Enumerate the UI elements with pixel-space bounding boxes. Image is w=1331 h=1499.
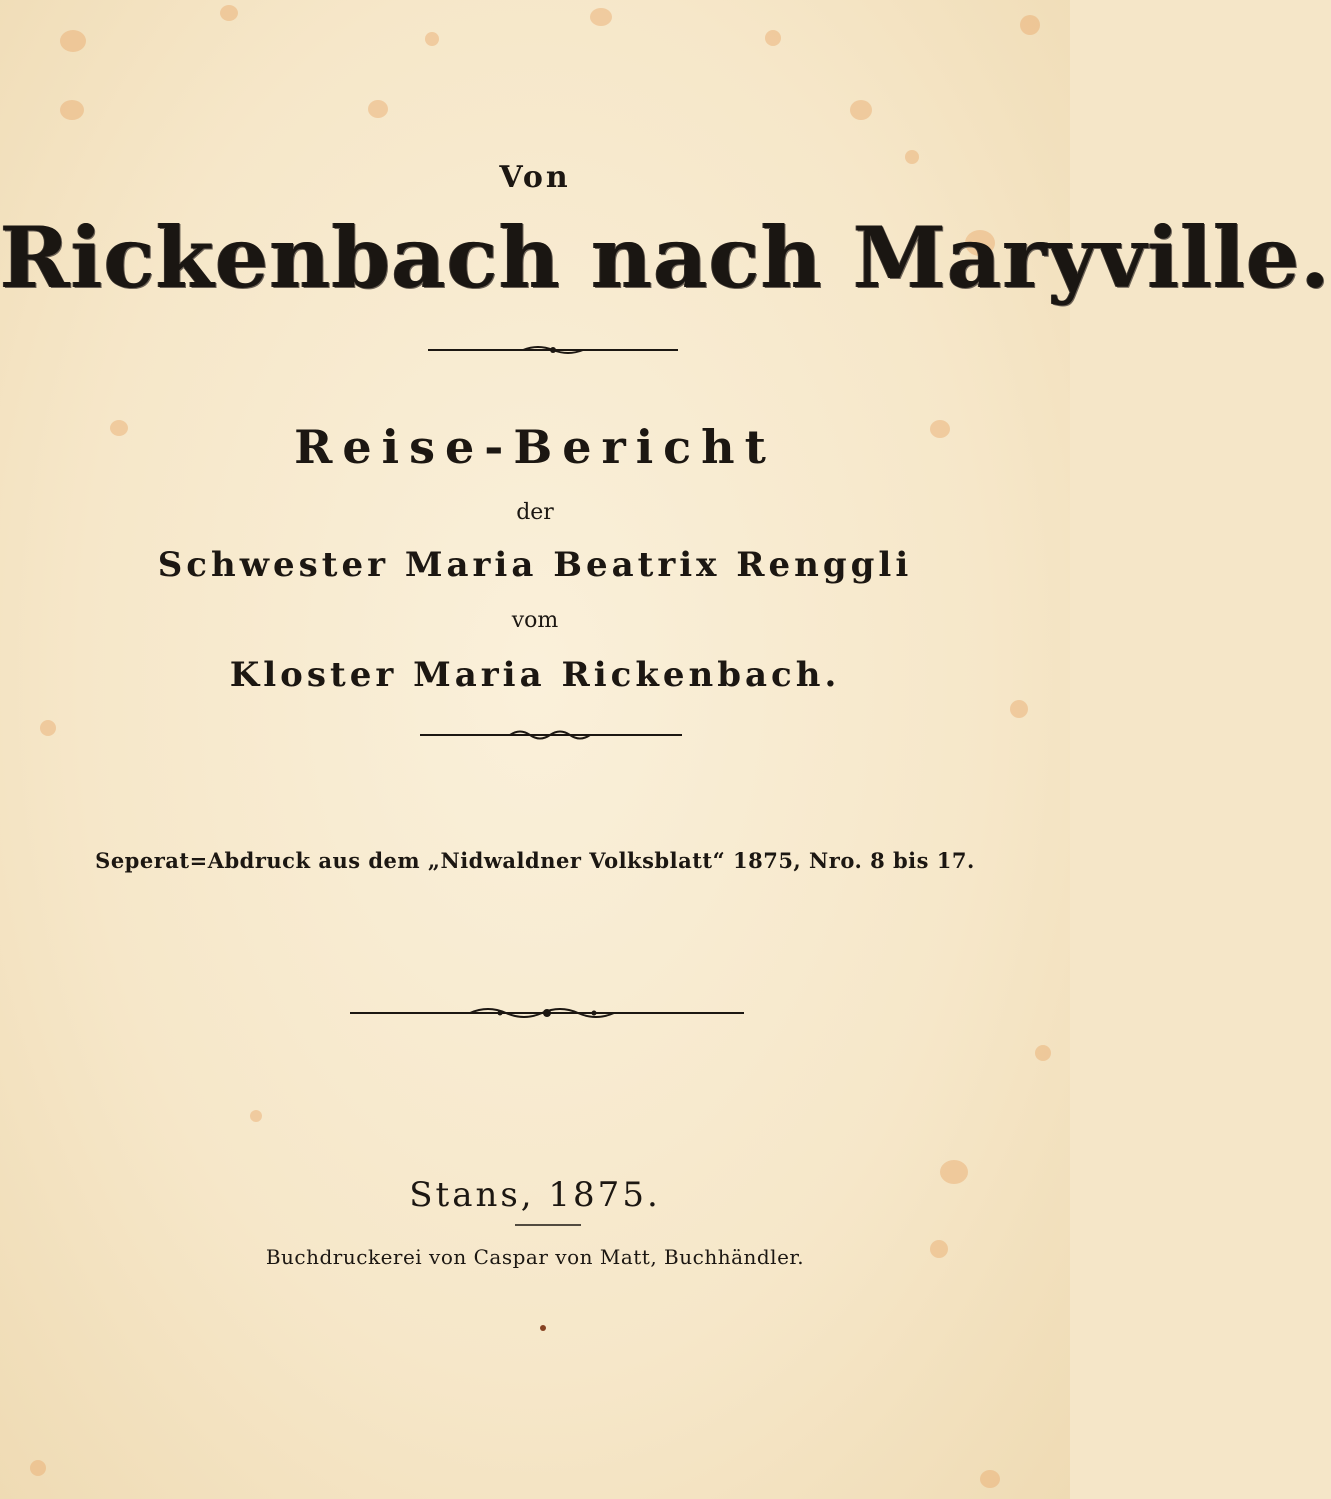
title-prefix: Von (499, 160, 571, 195)
author-line: Schwester Maria Beatrix Renggli (157, 545, 913, 585)
reprint-note: Seperat=Abdruck aus dem „Nidwaldner Volksblatt“ 1875, Nro. 8 bis 17. (95, 848, 975, 873)
convent-line: Kloster Maria Rickenbach. (229, 655, 841, 695)
ornament-rule-icon (420, 725, 682, 745)
ornament-rule-icon (350, 1003, 744, 1023)
subtitle: Reise-Bericht (294, 420, 776, 474)
main-title: Rickenbach nach Maryville. (0, 208, 1331, 307)
connector-vom: vom (511, 608, 559, 633)
place-year: Stans, 1875. (409, 1175, 661, 1215)
ornament-rule-icon (428, 340, 678, 360)
short-rule-icon (515, 1222, 581, 1228)
printer-imprint: Buchdruckerei von Caspar von Matt, Buchhändler. (265, 1245, 805, 1269)
connector-der: der (516, 500, 554, 525)
